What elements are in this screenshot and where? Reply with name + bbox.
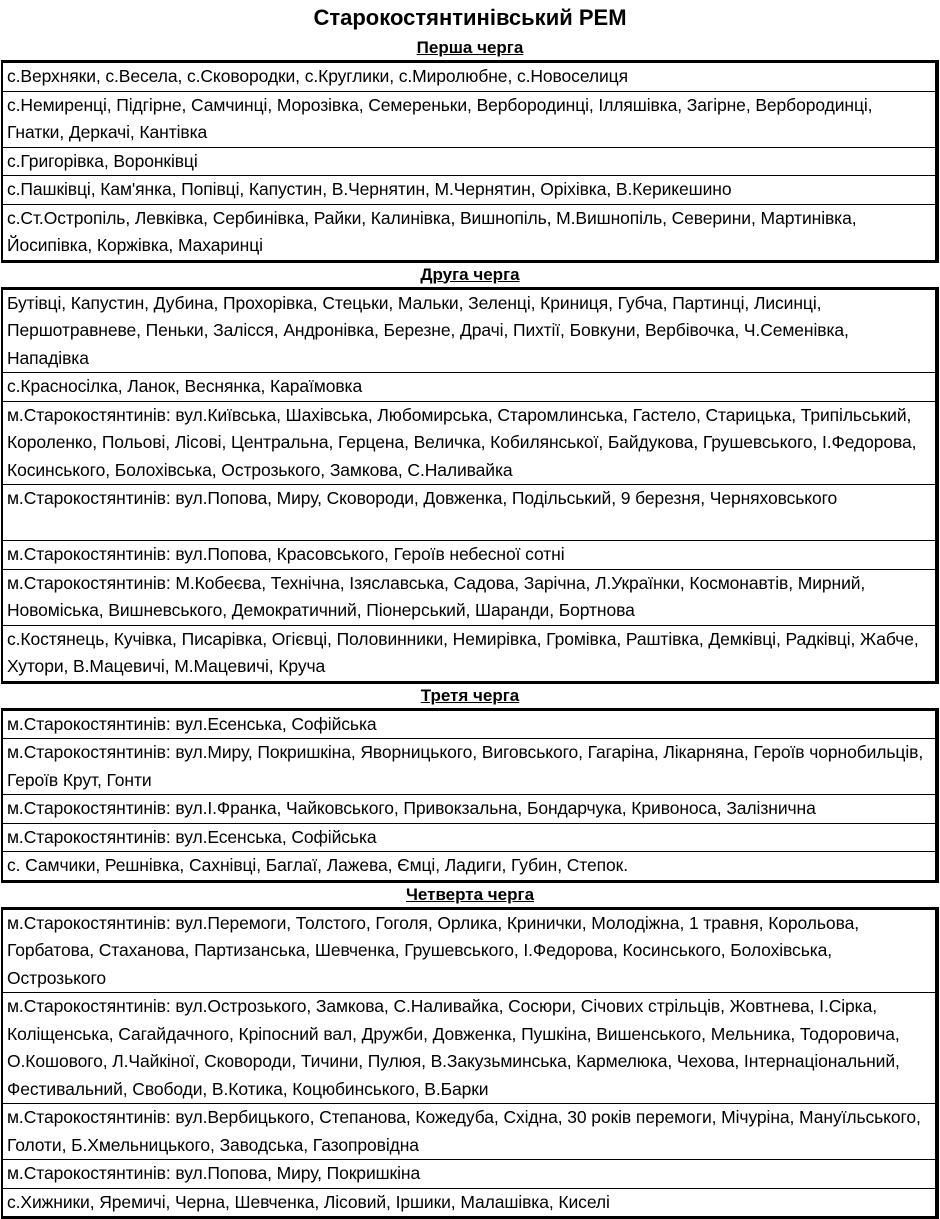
group-table-fourth bbox=[1, 907, 939, 1219]
table-row: с.Хижники, Яремичі, Черна, Шевченка, Лісовий, Іршики, Малашівка, Киселі bbox=[3, 1188, 935, 1217]
table-row: м.Старокостянтинів: вул.Київська, Шахівська, Любомирська, Старомлинська, Гастело, Старицька, Трипільський, Короленко, Польові, Лісові, Центральна, Герцена, Величка, Кобилянської, Байдукова, Грушевського, І.Федорова, Косинського, Болохівська, Острозького, Замкова, С.Наливайка bbox=[3, 401, 935, 485]
group-title-third-text: Третя черга bbox=[421, 686, 520, 705]
table-row: с.Верхняки, с.Весела, с.Сковородки, с.Круглики, с.Миролюбне, с.Новоселиця bbox=[3, 63, 935, 91]
table-row: с.Григорівка, Воронківці bbox=[3, 147, 935, 176]
group-title-fourth bbox=[0, 883, 940, 907]
group-title-second bbox=[0, 263, 940, 287]
table-row: с.Красносілка, Ланок, Веснянка, Караїмовка bbox=[3, 372, 935, 401]
group-table-second bbox=[1, 287, 939, 684]
group-table-third bbox=[1, 708, 939, 883]
group-title-first bbox=[0, 36, 940, 60]
table-row: м.Старокостянтинів: вул.Есенська, Софійська bbox=[3, 711, 935, 739]
table-row: с.Немиренці, Підгірне, Самчинці, Морозівка, Семереньки, Вербородинці, Ілляшівка, Загірне, Вербородинці, Гнатки, Деркачі, Кантівка bbox=[3, 91, 935, 147]
table-row: м.Старокостянтинів: вул.Вербицького, Степанова, Кожедуба, Східна, 30 років перемоги, Мічуріна, Мануїльського, Голоти, Б.Хмельницького, Заводська, Газопровідна bbox=[3, 1103, 935, 1159]
table-row: м.Старокостянтинів: вул.Острозького, Замкова, С.Наливайка, Сосюри, Січових стрільців, Жовтнева, І.Сірка, Коліщенська, Сагайдачного, Кріпосний вал, Дружби, Довженка, Пушкіна, Вишенського, Мельника, Тодоровича, О.Кошового, Л.Чайкіної, Сковороди, Тичини, Пулюя, В.Закузьминська, Кармелюка, Чехова, Інтернаціональний, Фестивальний, Свободи, В.Котика, Коцюбинського, В.Барки bbox=[3, 992, 935, 1103]
group-title-second-text: Друга черга bbox=[420, 265, 519, 284]
table-row: м.Старокостянтинів: вул.Перемоги, Толстого, Гоголя, Орлика, Кринички, Молодіжна, 1 травня, Корольова, Горбатова, Стаханова, Партизанська, Шевченка, Грушевського, І.Федорова, Косинського, Болохівська, Острозького bbox=[3, 910, 935, 993]
table-row: м.Старокостянтинів: вул.І.Франка, Чайковського, Привокзальна, Бондарчука, Кривоноса, Залізнична bbox=[3, 794, 935, 823]
group-title-third bbox=[0, 684, 940, 708]
table-row: с.Костянець, Кучівка, Писарівка, Огієвці, Половинники, Немирівка, Громівка, Раштівка, Демківці, Радківці, Жабче, Хутори, В.Мацевичі, М.Мацевичі, Круча bbox=[3, 625, 935, 681]
table-row: м.Старокостянтинів: вул.Есенська, Софійська bbox=[3, 823, 935, 852]
table-row: м.Старокостянтинів: вул.Попова, Миру, Покришкіна bbox=[3, 1159, 935, 1188]
group-table-first bbox=[1, 60, 939, 263]
table-row: м.Старокостянтинів: вул.Миру, Покришкіна, Яворницького, Виговського, Гагаріна, Лікарняна, Героїв чорнобильців, Героїв Крут, Гонти bbox=[3, 738, 935, 794]
group-title-first-text: Перша черга bbox=[417, 38, 524, 57]
group-title-fourth-text: Четверта черга bbox=[406, 885, 534, 904]
table-row: с.Пашківці, Кам'янка, Попівці, Капустин, В.Чернятин, М.Чернятин, Оріхівка, В.Керикешино bbox=[3, 175, 935, 204]
table-row: м.Старокостянтинів: вул.Попова, Красовського, Героїв небесної сотні bbox=[3, 540, 935, 569]
table-row: Бутівці, Капустин, Дубина, Прохорівка, Стецьки, Мальки, Зеленці, Криниця, Губча, Партинці, Лисинці, Першотравневе, Пеньки, Залісся, Андронівка, Березне, Драчі, Пихтії, Бовкуни, Вербівочка, Ч.Семенівка, Нападівка bbox=[3, 290, 935, 373]
table-row: с.Ст.Остропіль, Левківка, Сербинівка, Райки, Калинівка, Вишнопіль, М.Вишнопіль, Северини, Мартинівка, Йосипівка, Коржівка, Махаринці bbox=[3, 204, 935, 260]
table-row: с. Самчики, Решнівка, Сахнівці, Баглаї, Лажева, Ємці, Ладиги, Губин, Степок. bbox=[3, 851, 935, 880]
table-row: м.Старокостянтинів: вул.Попова, Миру, Сковороди, Довженка, Подільський, 9 березня, Черняховського bbox=[3, 484, 935, 540]
table-row: м.Старокостянтинів: М.Кобеєва, Технічна, Ізяславська, Садова, Зарічна, Л.Українки, Космонавтів, Мирний, Новоміська, Вишневського, Демократичний, Піонерський, Шаранди, Бортнова bbox=[3, 569, 935, 625]
document-title: Старокостянтинівський РЕМ bbox=[0, 0, 940, 36]
